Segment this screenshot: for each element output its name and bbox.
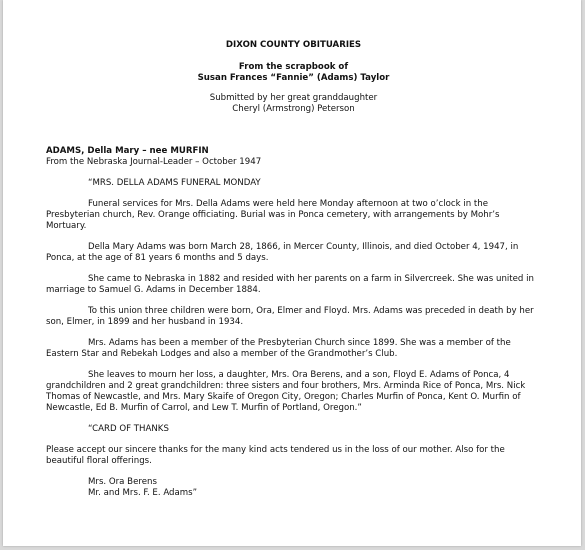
submitted-by-line2: Cheryl (Armstrong) Peterson: [232, 104, 355, 114]
card-of-thanks-heading: “CARD OF THANKS: [88, 424, 169, 434]
obituary-paragraph: Della Mary Adams was born March 28, 1866, in Mercer County, Illinois, and died October 4, 1947, in Ponca, at the age of 81 years 6 months and 5 days.: [46, 242, 519, 263]
document-page: [3, 0, 581, 546]
obituary-name: ADAMS, Della Mary – nee MURFIN: [46, 146, 209, 156]
obituary-paragraph: Mrs. Adams has been a member of the Presbyterian Church since 1899. She was a member of the Eastern Star and Rebekah Lodges and also a member of the Grandmother’s Club.: [46, 338, 511, 359]
obituary-source: From the Nebraska Journal-Leader – October 1947: [46, 157, 262, 167]
signature-line1: Mrs. Ora Berens: [88, 477, 157, 487]
obituary-headline: “MRS. DELLA ADAMS FUNERAL MONDAY: [88, 178, 261, 188]
obituary-paragraph: She came to Nebraska in 1882 and resided with her parents on a farm in Silvercreek. She was united in marriage to Samuel G. Adams in December 1884.: [46, 274, 534, 295]
document-title: DIXON COUNTY OBITUARIES: [225, 40, 362, 50]
card-of-thanks-text: Please accept our sincere thanks for the many kind acts tendered us in the loss of our mother. Also for the beautiful floral offerings.: [46, 445, 505, 466]
scrapbook-source-line1: From the scrapbook of: [238, 62, 349, 72]
obituary-paragraph: Funeral services for Mrs. Della Adams were held here Monday afternoon at two o’clock in the Presbyterian church, Rev. Orange officiating. Burial was in Ponca cemetery, with arrangements by Mohr’s Mortuary.: [46, 199, 500, 231]
obituary-paragraph: She leaves to mourn her loss, a daughter, Mrs. Ora Berens, and a son, Floyd E. Adams of Ponca, 4 grandchildren and 2 great grandchildren: three sisters and four brothers, Mrs. Arminda Rice of Ponca, Mrs. Nick Thomas of Newcastle, and Mrs. Mary Skaife of Oregon City, Oregon; Charles Murfin of Ponca, Kent O. Murfin of Newcastle, Ed B. Murfin of Carrol, and Lew T. Murfin of Portland, Oregon.”: [46, 370, 526, 413]
obituary-paragraph: To this union three children were born, Ora, Elmer and Floyd. Mrs. Adams was preceded in death by her son, Elmer, in 1899 and her husband in 1934.: [46, 306, 534, 327]
signature-line2: Mr. and Mrs. F. E. Adams”: [88, 488, 198, 498]
scrapbook-source-line2: Susan Frances “Fannie” (Adams) Taylor: [197, 73, 390, 83]
submitted-by-line1: Submitted by her great granddaughter: [209, 93, 378, 103]
